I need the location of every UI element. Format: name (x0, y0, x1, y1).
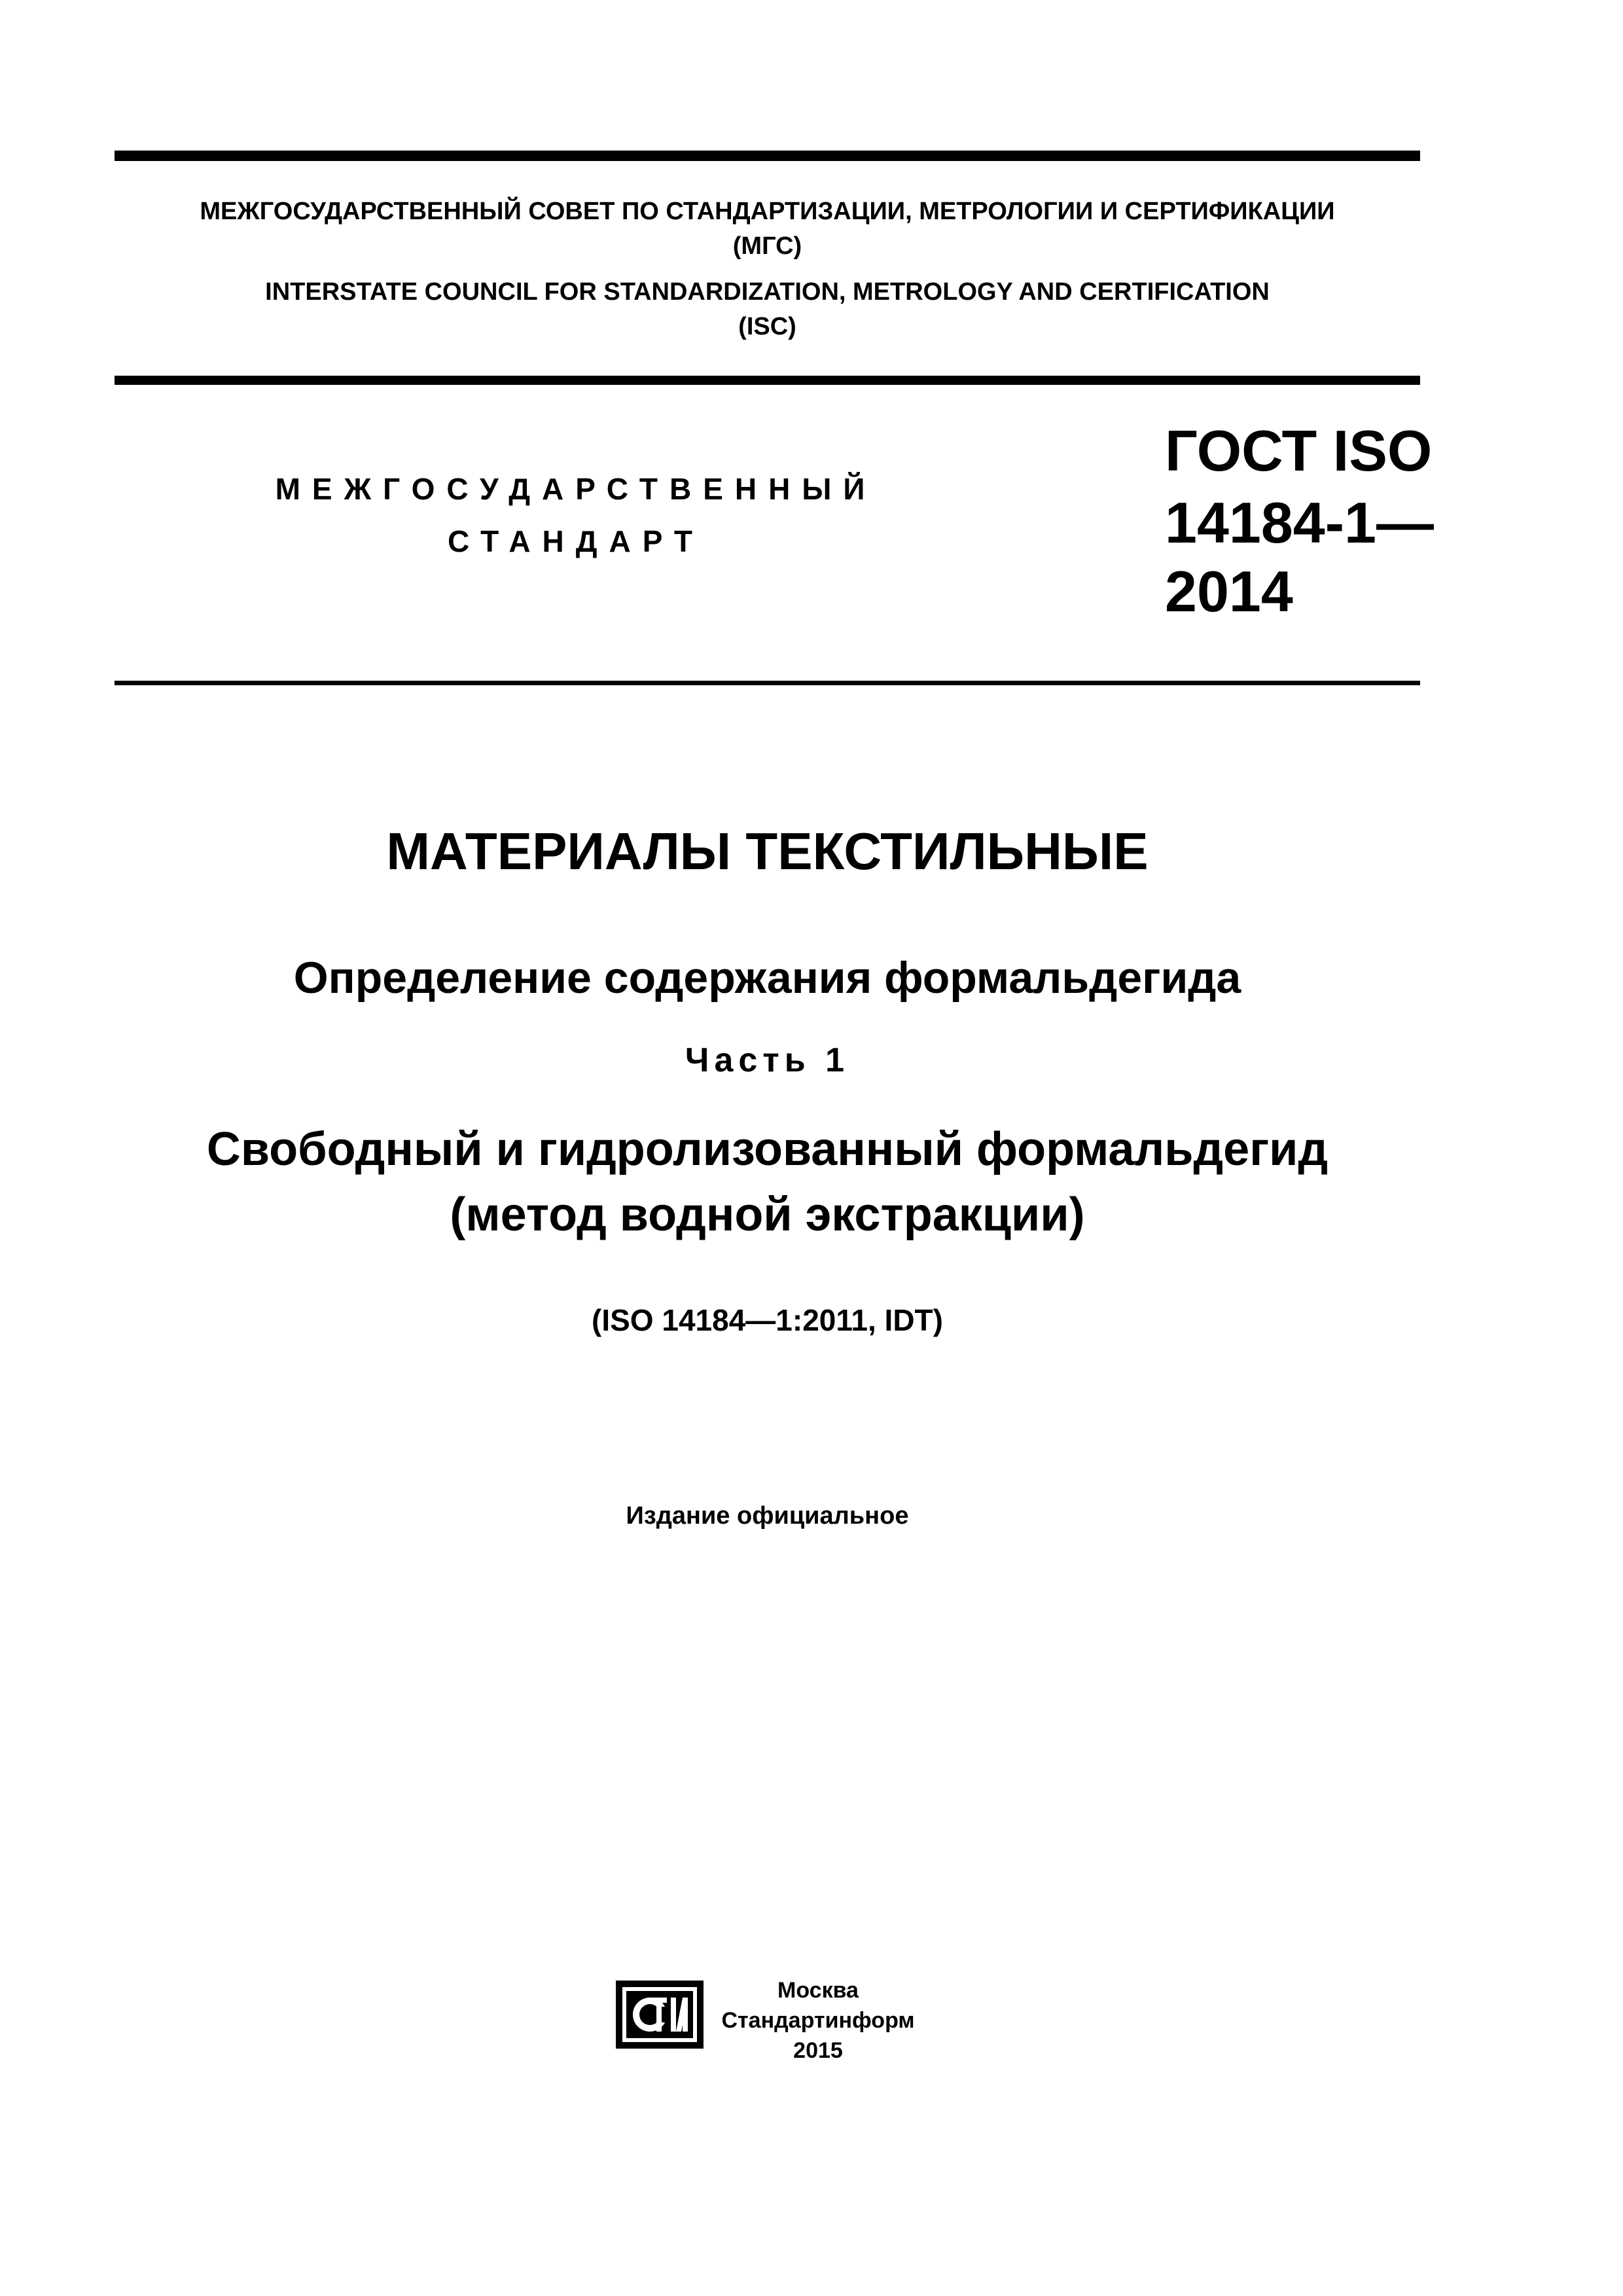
main-title: МАТЕРИАЛЫ ТЕКСТИЛЬНЫЕ (386, 822, 1149, 880)
council-name-ru: МЕЖГОСУДАРСТВЕННЫЙ СОВЕТ ПО СТАНДАРТИЗАЦИИ, МЕТРОЛОГИИ И СЕРТИФИКАЦИИ (200, 198, 1335, 225)
council-abbr-ru: (МГС) (732, 232, 802, 260)
standard-number-line2: 14184-1— (1165, 490, 1434, 555)
bottom-rule (115, 681, 1420, 685)
standard-number-line1: ГОСТ ISO (1165, 418, 1433, 483)
top-rule (115, 151, 1420, 161)
subtitle: Определение содержания формальдегида (293, 953, 1241, 1003)
publication-year: 2015 (793, 2038, 843, 2063)
publisher-city: Москва (777, 1978, 859, 2003)
standartinform-logo-icon (613, 1978, 706, 2051)
middle-rule (115, 376, 1420, 385)
part-title-line2: (метод водной экстракции) (450, 1189, 1085, 1241)
iso-reference: (ISO 14184—1:2011, IDT) (592, 1303, 943, 1337)
standard-kind-line1: МЕЖГОСУДАРСТВЕННЫЙ (275, 472, 877, 506)
council-abbr-en: (ISC) (738, 313, 796, 340)
standard-number-line3: 2014 (1165, 559, 1293, 624)
part-label: Часть 1 (685, 1041, 850, 1079)
edition-label: Издание официальное (626, 1502, 909, 1530)
part-title-line1: Свободный и гидролизованный формальдегид (206, 1123, 1329, 1175)
standard-kind-line2: СТАНДАРТ (448, 524, 704, 558)
council-name-en: INTERSTATE COUNCIL FOR STANDARDIZATION, METROLOGY AND CERTIFICATION (265, 278, 1270, 306)
publisher-name: Стандартинформ (721, 2008, 915, 2033)
